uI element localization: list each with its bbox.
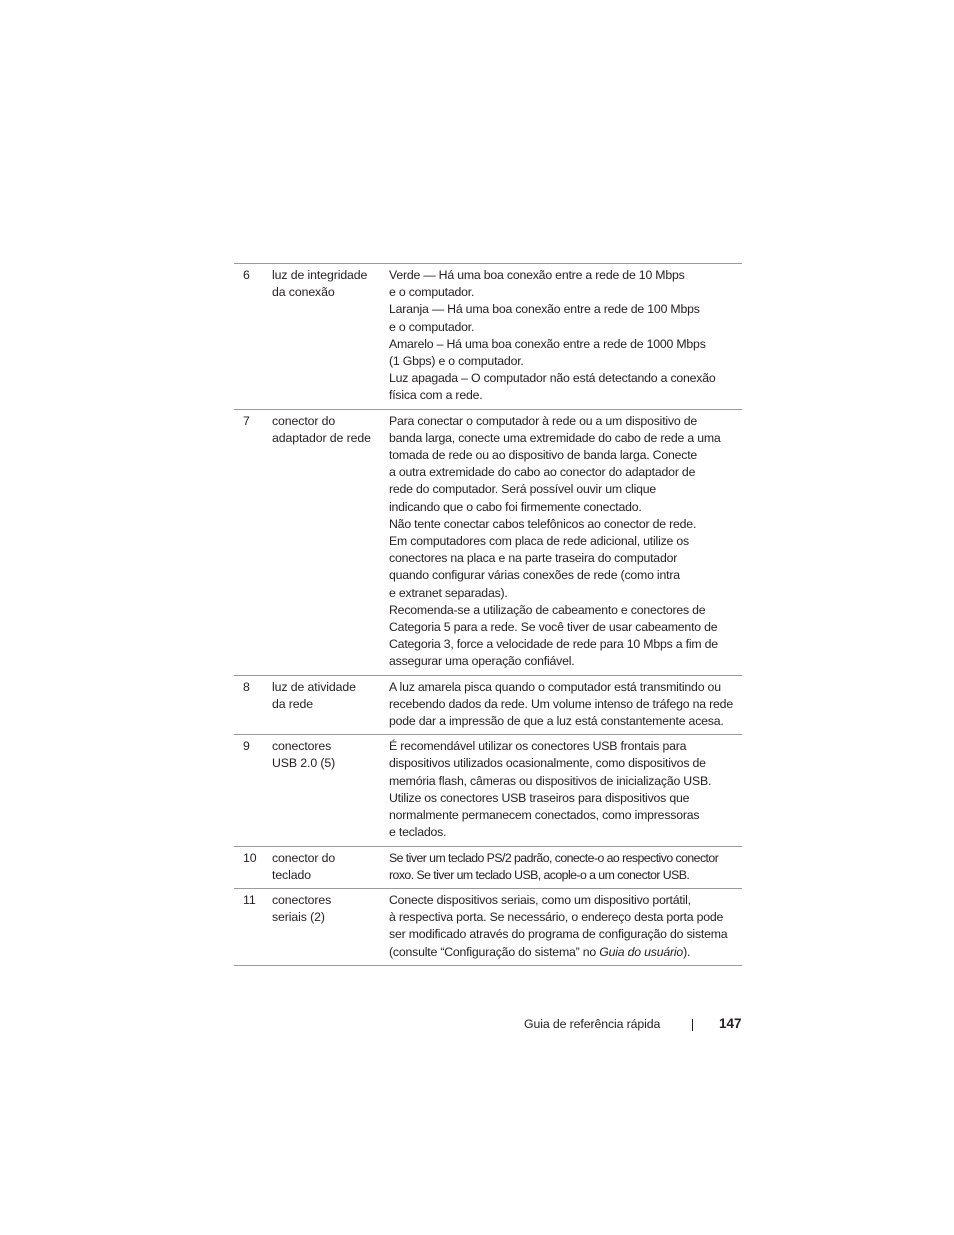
row-feature: [272, 850, 389, 884]
description-line: a outra extremidade do cabo ao conector do adaptador de: [389, 465, 696, 480]
table-row-7: [234, 410, 742, 676]
feature-line: USB 2.0 (5): [272, 756, 336, 771]
row-feature: [272, 738, 389, 841]
description-line: física com a rede.: [389, 388, 483, 403]
row-number: 10: [243, 850, 257, 865]
description-line: roxo. Se tiver um teclado USB, acople-o a um conector USB.: [389, 867, 690, 882]
row-number: 9: [243, 739, 250, 754]
description-line: Se tiver um teclado PS/2 padrão, conecte-o ao respectivo conector: [389, 850, 719, 865]
table-row-6: [234, 264, 742, 410]
table-row-11: [234, 889, 742, 966]
connector-spec-table: [234, 263, 742, 966]
table-row-9: [234, 735, 742, 846]
feature-line: seriais (2): [272, 910, 325, 925]
footer-separator: [692, 1019, 693, 1031]
description-line: pode dar a impressão de que a luz está constantemente acesa.: [389, 714, 724, 729]
row-feature: [272, 892, 389, 961]
user-guide-title: Guia do usuário: [599, 944, 684, 959]
description-line: Laranja — Há uma boa conexão entre a rede de 100 Mbps: [389, 302, 700, 317]
description-text: ).: [683, 944, 691, 959]
page-footer: [0, 1015, 954, 1035]
description-line: Utilize os conectores USB traseiros para dispositivos que: [389, 790, 690, 805]
description-line: Verde — Há uma boa conexão entre a rede de 10 Mbps: [389, 268, 685, 282]
description-line: e o computador.: [389, 319, 475, 334]
description-line: Em computadores com placa de rede adicional, utilize os: [389, 534, 690, 549]
row-description: [389, 679, 742, 731]
description-line: (1 Gbps) e o computador.: [389, 354, 524, 369]
description-line: Amarelo – Há uma boa conexão entre a rede de 1000 Mbps: [389, 336, 706, 351]
feature-line: luz de atividade: [272, 679, 356, 694]
row-description: [389, 892, 742, 961]
feature-line: adaptador de rede: [272, 430, 371, 445]
footer-title: Guia de referência rápida: [524, 1017, 661, 1031]
table-row-10: [234, 847, 742, 889]
page-number: 147: [719, 1016, 742, 1031]
description-line: e o computador.: [389, 285, 475, 300]
description-line: Para conectar o computador à rede ou a um dispositivo de: [389, 413, 698, 428]
description-line: à respectiva porta. Se necessário, o endereço desta porta pode: [389, 910, 724, 925]
row-number: 7: [243, 413, 250, 428]
description-line: normalmente permanecem conectados, como impressoras: [389, 808, 700, 823]
description-line: memória flash, câmeras ou dispositivos de inicialização USB.: [389, 773, 712, 788]
description-line: e teclados.: [389, 825, 447, 840]
feature-line: conector do: [272, 413, 336, 428]
description-line: Luz apagada – O computador não está detectando a conexão: [389, 371, 716, 386]
description-line: É recomendável utilizar os conectores USB frontais para: [389, 739, 687, 754]
row-description: [389, 413, 742, 671]
description-line: [389, 944, 742, 961]
row-number: 11: [243, 892, 256, 907]
row-feature: [272, 679, 389, 731]
feature-line: teclado: [272, 867, 311, 882]
row-description: [389, 267, 742, 405]
description-line: conectores na placa e na parte traseira do computador: [389, 551, 678, 566]
description-line: Recomenda-se a utilização de cabeamento e conectores de: [389, 602, 706, 617]
description-line: tomada de rede ou ao dispositivo de banda larga. Conecte: [389, 448, 698, 463]
row-number: 6: [243, 268, 250, 282]
description-line: dispositivos utilizados ocasionalmente, como dispositivos de: [389, 756, 706, 771]
description-line: Categoria 3, force a velocidade de rede para 10 Mbps a fim de: [389, 637, 718, 652]
row-number: 8: [243, 679, 250, 694]
feature-line: luz de integridade: [272, 268, 368, 282]
description-line: A luz amarela pisca quando o computador está transmitindo ou: [389, 679, 721, 694]
description-line: Conecte dispositivos seriais, como um dispositivo portátil,: [389, 892, 691, 907]
description-line: recebendo dados da rede. Um volume intenso de tráfego na rede: [389, 696, 733, 711]
row-feature: [272, 413, 389, 671]
feature-line: da conexão: [272, 285, 335, 300]
row-description: [389, 738, 742, 841]
description-line: Não tente conectar cabos telefônicos ao conector de rede.: [389, 516, 697, 531]
description-line: Categoria 5 para a rede. Se você tiver de usar cabeamento de: [389, 620, 718, 635]
feature-line: conectores: [272, 739, 332, 754]
feature-line: da rede: [272, 696, 314, 711]
description-line: assegurar uma operação confiável.: [389, 654, 575, 669]
description-line: e extranet separadas).: [389, 585, 508, 600]
row-description: [389, 850, 742, 884]
description-line: banda larga, conecte uma extremidade do cabo de rede a uma: [389, 430, 721, 445]
feature-line: conector do: [272, 850, 336, 865]
table-row-8: [234, 676, 742, 736]
row-feature: [272, 267, 389, 405]
description-line: quando configurar várias conexões de rede (como intra: [389, 568, 680, 583]
description-line: ser modificado através do programa de configuração do sistema: [389, 927, 728, 942]
description-text: (consulte “Configuração do sistema” no: [389, 944, 600, 959]
description-line: indicando que o cabo foi firmemente conectado.: [389, 499, 642, 514]
feature-line: conectores: [272, 892, 332, 907]
description-line: rede do computador. Será possível ouvir um clique: [389, 482, 657, 497]
